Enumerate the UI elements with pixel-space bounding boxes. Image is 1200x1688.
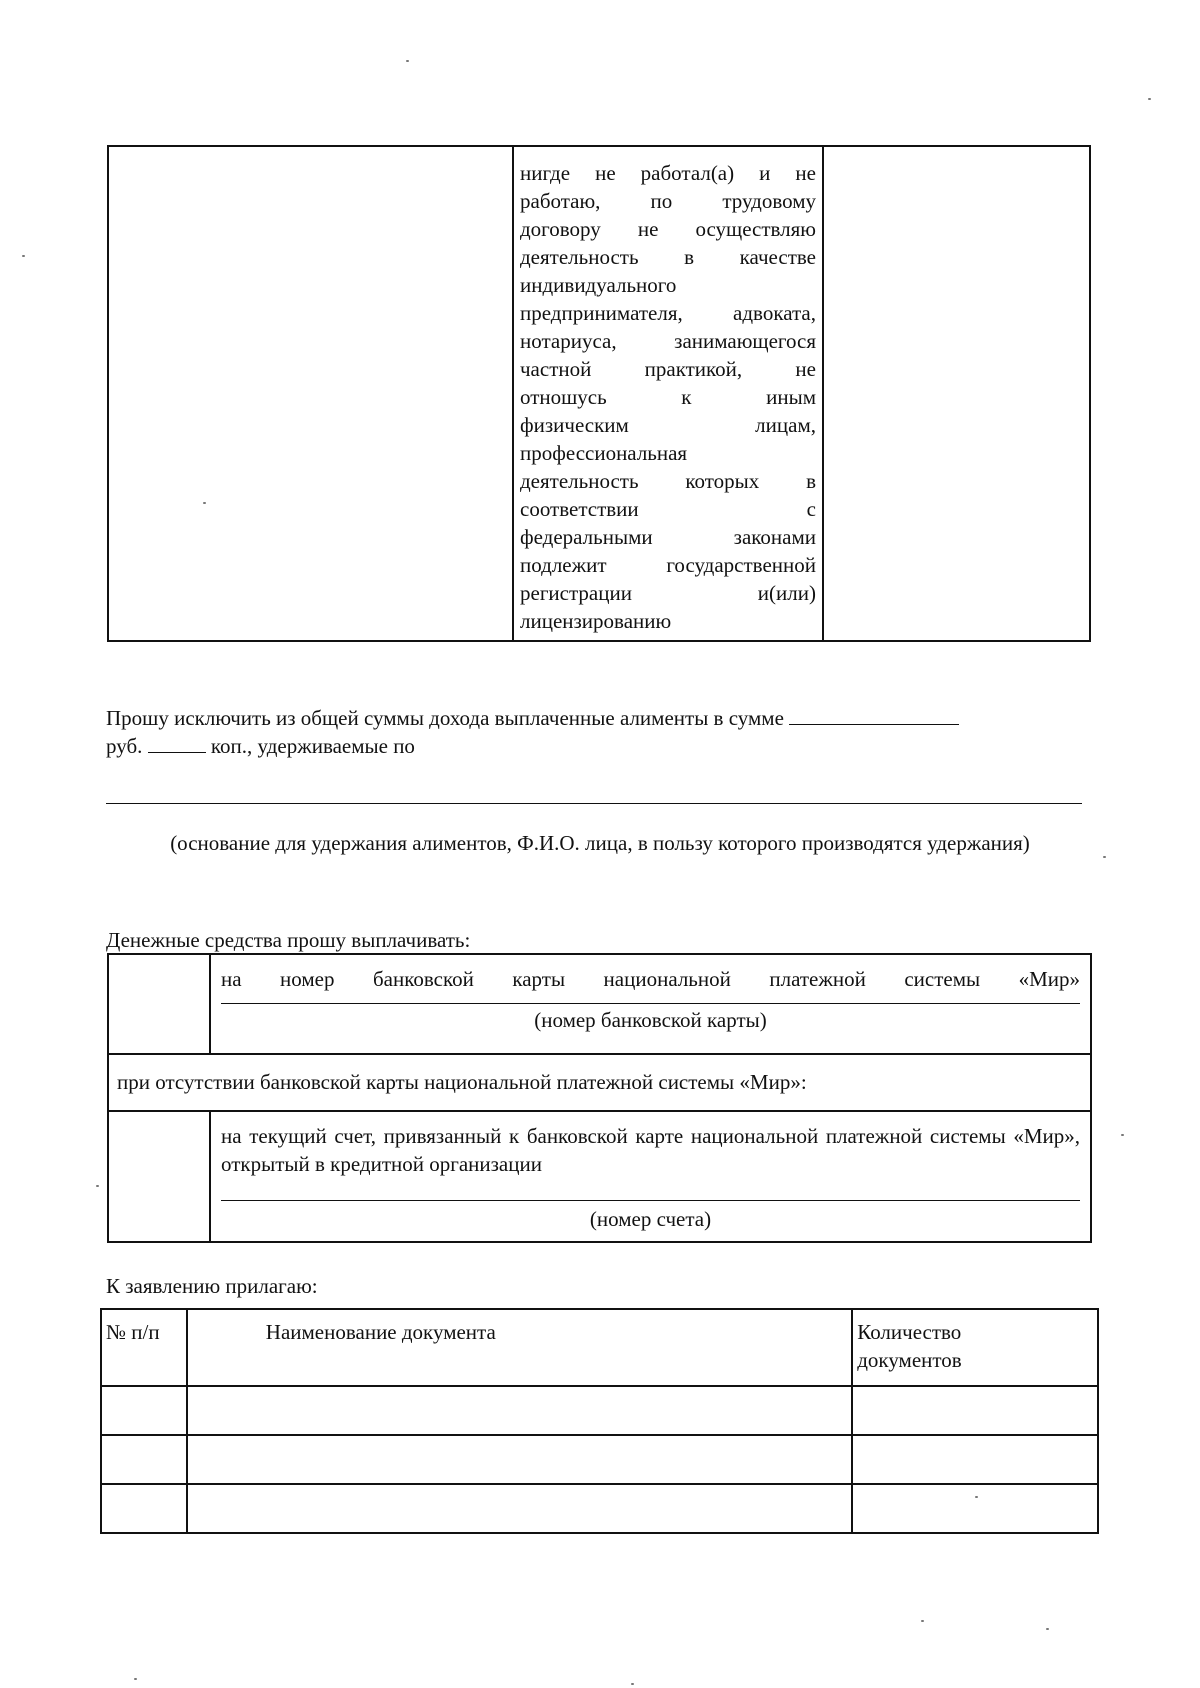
account-option-label: на текущий счет, привязанный к банковской карте национальной платежной системы «Мир», открытый в кредитной организации <box>221 1124 1080 1176</box>
status-line: деятельность которых в <box>520 469 816 493</box>
alimony-basis-caption: (основание для удержания алиментов, Ф.И.О. лица, в пользу которого производятся удержания) <box>170 831 1030 855</box>
payment-heading: Денежные средства прошу выплачивать: <box>106 928 471 952</box>
status-line: договору не осуществляю <box>520 217 816 241</box>
column-header-number: № п/п <box>101 1309 187 1386</box>
status-line: отношусь к иным <box>520 385 816 409</box>
attachment-number-cell[interactable] <box>101 1484 187 1533</box>
status-line: предпринимателя, адвоката, <box>520 301 816 325</box>
attachment-name-cell[interactable] <box>187 1435 852 1484</box>
status-line: нотариуса, занимающегося <box>520 329 816 353</box>
status-line: частной практикой, не <box>520 357 816 381</box>
scan-speck <box>1121 1134 1124 1136</box>
account-option-checkbox[interactable] <box>109 1112 211 1241</box>
status-line: профессиональная <box>520 441 688 465</box>
card-option-content <box>211 955 1090 1053</box>
status-line: соответствии с <box>520 497 816 521</box>
rub-label: руб. <box>106 734 143 758</box>
alimony-paragraph <box>106 704 1096 760</box>
attachment-count-cell[interactable] <box>852 1484 1098 1533</box>
column-header-count: Количество документов <box>852 1309 1098 1386</box>
alimony-basis-field[interactable] <box>106 803 1082 804</box>
attachment-row <box>101 1435 1098 1484</box>
scan-speck <box>1103 856 1106 858</box>
account-option-row <box>109 1112 1090 1241</box>
top-table-status-cell <box>512 147 824 640</box>
scan-speck <box>22 255 25 257</box>
account-number-caption: (номер счета) <box>589 1207 712 1231</box>
top-table <box>107 145 1091 642</box>
attachment-row <box>101 1386 1098 1435</box>
attachment-number-cell[interactable] <box>101 1386 187 1435</box>
status-line: деятельность в качестве <box>520 245 816 269</box>
scan-speck <box>921 1620 924 1622</box>
status-line: индивидуального <box>520 273 677 297</box>
card-option-checkbox[interactable] <box>109 955 211 1053</box>
scan-speck <box>1148 98 1151 100</box>
scan-speck <box>1046 1628 1049 1630</box>
scan-speck <box>96 1185 99 1187</box>
scan-speck <box>203 502 206 504</box>
scan-speck <box>134 1678 137 1680</box>
alimony-text: Прошу исключить из общей суммы дохода выплаченные алименты в сумме <box>106 706 784 730</box>
attachment-name-cell[interactable] <box>187 1484 852 1533</box>
attachment-row <box>101 1484 1098 1533</box>
scan-speck <box>406 60 409 62</box>
no-card-note: при отсутствии банковской карты национальной платежной системы «Мир»: <box>117 1070 807 1094</box>
no-card-row <box>109 1055 1090 1112</box>
card-number-caption: (номер банковской карты) <box>534 1008 767 1032</box>
scan-speck <box>975 1496 978 1498</box>
status-line: федеральными законами <box>520 525 816 549</box>
attachment-count-cell[interactable] <box>852 1386 1098 1435</box>
account-number-field[interactable] <box>221 1200 1080 1201</box>
alimony-amount-field[interactable] <box>789 705 959 725</box>
status-line: подлежит государственной <box>520 553 816 577</box>
attachment-number-cell[interactable] <box>101 1435 187 1484</box>
scan-speck <box>631 1683 634 1685</box>
status-line: работаю, по трудовому <box>520 189 816 213</box>
attachments-table <box>100 1308 1099 1534</box>
status-line: нигде не работал(а) и не <box>520 161 816 185</box>
attachment-name-cell[interactable] <box>187 1386 852 1435</box>
column-header-document: Наименование документа <box>187 1309 852 1386</box>
status-line: регистрации и(или) <box>520 581 816 605</box>
card-option-row <box>109 955 1090 1055</box>
kopeck-field[interactable] <box>148 733 206 753</box>
card-option-label: на номер банковской карты национальной платежной системы «Мир» <box>221 967 1080 991</box>
attachment-count-cell[interactable] <box>852 1435 1098 1484</box>
status-line: лицензированию <box>520 609 672 633</box>
attachments-header-row <box>101 1309 1098 1386</box>
kop-text: коп., удерживаемые по <box>210 734 415 758</box>
payment-table <box>107 953 1092 1243</box>
status-line: физическим лицам, <box>520 413 816 437</box>
card-number-field[interactable] <box>221 1003 1080 1004</box>
account-option-content <box>211 1112 1090 1241</box>
employment-status-text <box>514 147 822 635</box>
attachments-heading: К заявлению прилагаю: <box>106 1274 318 1298</box>
